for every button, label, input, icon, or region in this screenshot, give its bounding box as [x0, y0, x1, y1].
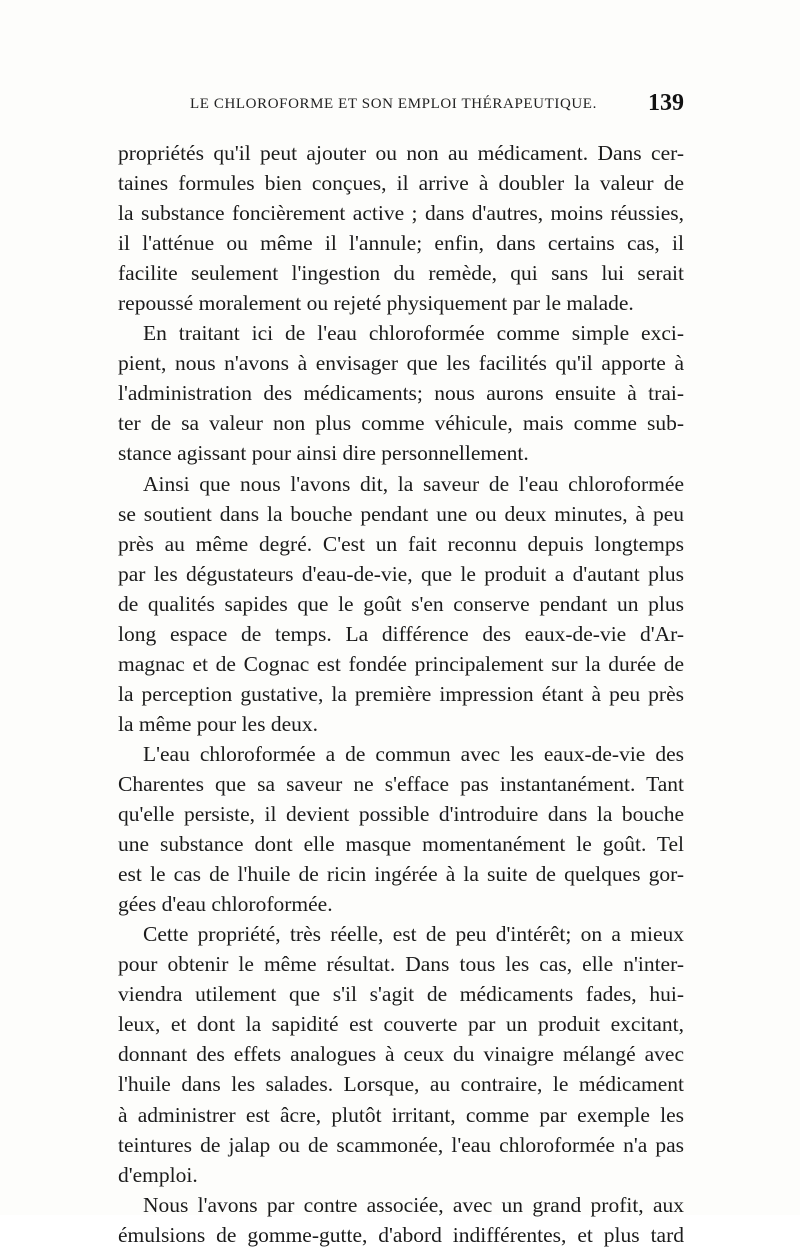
text-line: teintures de jalap ou de scammonée, l'eau chloroformée n'a pas	[118, 1132, 684, 1157]
text-line: qu'elle persiste, il devient possible d'introduire dans la bouche	[118, 802, 684, 827]
text-line: donnant des effets analogues à ceux du vinaigre mélangé avec	[118, 1042, 684, 1067]
text-line: se soutient dans la bouche pendant une ou deux minutes, à peu	[118, 501, 684, 526]
paragraph-3	[118, 469, 684, 739]
text-line: la substance foncièrement active ; dans d'autres, moins réussies,	[118, 201, 684, 226]
text-line: près au même degré. C'est un fait reconnu depuis longtemps	[118, 531, 684, 556]
text-line: stance agissant pour ainsi dire personnellement.	[118, 441, 529, 466]
text-line: L'eau chloroformée a de commun avec les eaux-de-vie des	[143, 741, 684, 766]
text-line: l'huile dans les salades. Lorsque, au contraire, le médicament	[118, 1072, 684, 1097]
text-line: Charentes que sa saveur ne s'efface pas instantanément. Tant	[118, 771, 684, 796]
text-line: Nous l'avons par contre associée, avec un grand profit, aux	[143, 1192, 684, 1217]
text-line: une substance dont elle masque momentanément le goût. Tel	[118, 832, 684, 857]
text-line: par les dégustateurs d'eau-de-vie, que le produit a d'autant plus	[118, 561, 684, 586]
text-line: il l'atténue ou même il l'annule; enfin, dans certains cas, il	[118, 231, 684, 256]
text-line: Ainsi que nous l'avons dit, la saveur de l'eau chloroformée	[143, 471, 684, 496]
text-line: de qualités sapides que le goût s'en conserve pendant un plus	[118, 591, 684, 616]
running-title: LE CHLOROFORME ET SON EMPLOI THÉRAPEUTIQUE.	[190, 96, 597, 112]
text-line: viendra utilement que s'il s'agit de médicaments fades, hui-	[118, 982, 684, 1007]
page-header	[118, 92, 684, 122]
paragraph-6	[118, 1190, 684, 1250]
text-line: la même pour les deux.	[118, 711, 319, 736]
body-text	[118, 138, 684, 1250]
text-line: ter de sa valeur non plus comme véhicule, mais comme sub-	[118, 411, 684, 436]
text-line: la perception gustative, la première impression étant à peu près	[118, 681, 684, 706]
text-line: l'administration des médicaments; nous aurons ensuite à trai-	[118, 381, 684, 406]
paragraph-5	[118, 919, 684, 1189]
text-line: pient, nous n'avons à envisager que les facilités qu'il apporte à	[118, 351, 684, 376]
paragraph-1	[118, 138, 684, 318]
text-line: est le cas de l'huile de ricin ingérée à la suite de quelques gor-	[118, 862, 684, 887]
paragraph-2	[118, 318, 684, 468]
text-line: En traitant ici de l'eau chloroformée comme simple exci-	[143, 321, 684, 346]
text-line: facilite seulement l'ingestion du remède, qui sans lui serait	[118, 261, 684, 286]
page-number: 139	[648, 90, 684, 116]
text-line: Cette propriété, très réelle, est de peu d'intérêt; on a mieux	[143, 922, 684, 947]
text-line: leux, et dont la sapidité est couverte par un produit excitant,	[118, 1012, 684, 1037]
paragraph-4	[118, 739, 684, 919]
text-line: propriétés qu'il peut ajouter ou non au médicament. Dans cer-	[118, 141, 684, 165]
text-line: pour obtenir le même résultat. Dans tous les cas, elle n'inter-	[118, 952, 684, 977]
text-line: gées d'eau chloroformée.	[118, 892, 333, 917]
text-line: à administrer est âcre, plutôt irritant, comme par exemple les	[118, 1102, 684, 1127]
text-line: émulsions de gomme-gutte, d'abord indifférentes, et plus tard	[118, 1222, 684, 1247]
text-line: long espace de temps. La différence des eaux-de-vie d'Ar-	[118, 621, 684, 646]
text-line: magnac et de Cognac est fondée principalement sur la durée de	[118, 651, 684, 676]
text-line: taines formules bien conçues, il arrive à doubler la valeur de	[118, 171, 684, 196]
text-line: repoussé moralement ou rejeté physiquement par le malade.	[118, 291, 634, 316]
text-line: d'emploi.	[118, 1162, 198, 1187]
